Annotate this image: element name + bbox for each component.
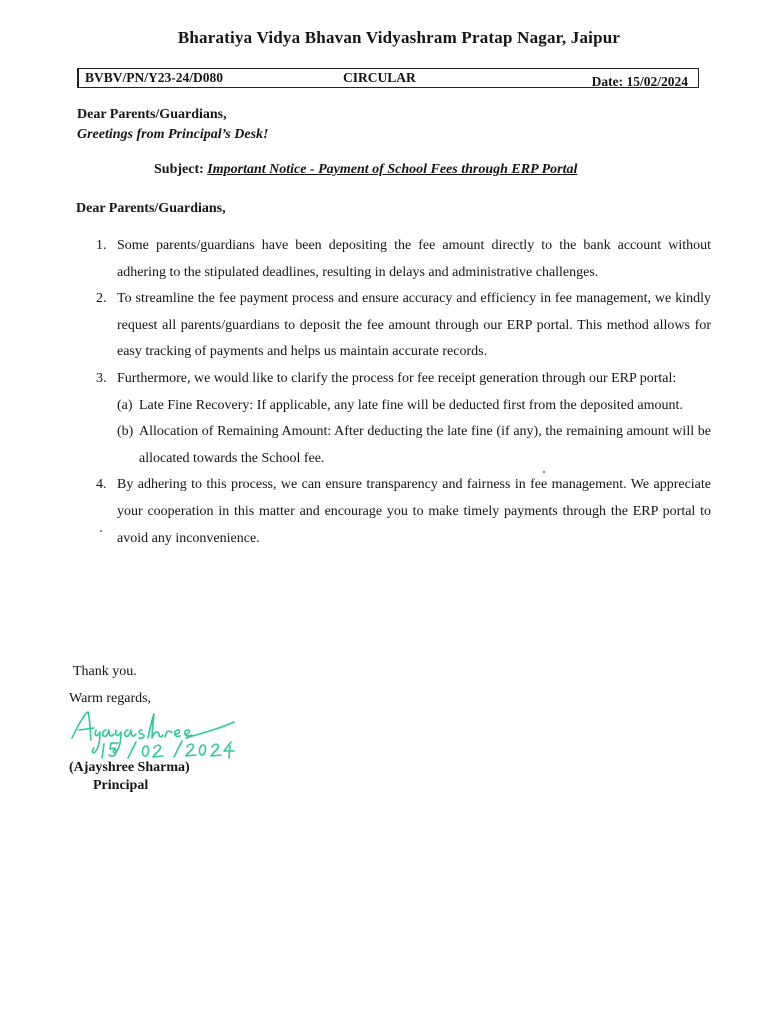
list-item — [91, 286, 711, 366]
handwritten-signature — [66, 708, 241, 760]
item-number: 2. — [96, 291, 107, 307]
greeting-line: Greetings from Principal’s Desk! — [77, 127, 269, 142]
signatory-name: (Ajayshree Sharma) — [69, 760, 190, 775]
document-type: CIRCULAR — [343, 70, 416, 85]
sub-list-item — [91, 393, 711, 420]
item-number: 3. — [96, 370, 107, 386]
list-item — [91, 233, 711, 286]
item-text: To streamline the fee payment process and ensure accuracy and efficiency in fee management, we kindly request all parents/guardians to deposit the fee amount through our ERP portal. This method allows for easy tracking of payments and helps us maintain accurate records. — [117, 291, 711, 360]
signatory-title: Principal — [93, 778, 149, 793]
reference-bar — [77, 68, 699, 88]
scan-speck — [543, 471, 545, 473]
scan-speck — [100, 530, 102, 532]
body-salutation: Dear Parents/Guardians, — [76, 201, 226, 216]
item-number: 4. — [96, 477, 107, 493]
thank-you-line: Thank you. — [73, 664, 137, 679]
item-text: Furthermore, we would like to clarify the process for fee receipt generation through our ERP portal: — [117, 370, 677, 386]
subitem-text: Allocation of Remaining Amount: After deducting the late fine (if any), the remaining amount will be allocated towards the School fee. — [139, 424, 711, 466]
subject-line — [154, 162, 577, 178]
item-text: By adhering to this process, we can ensure transparency and fairness in fee management. We appreciate your cooperation in this matter and encourage you to make timely payments through the ERP portal to avoid any inconvenience. — [117, 477, 711, 546]
item-text: Some parents/guardians have been depositing the fee amount directly to the bank account without adhering to the stipulated deadlines, resulting in delays and administrative challenges. — [117, 238, 711, 280]
school-name: Bharatiya Vidya Bhavan Vidyashram Pratap Nagar, Jaipur — [177, 28, 621, 47]
list-item — [91, 472, 711, 552]
list-item — [91, 366, 711, 393]
subitem-label: (b) — [117, 424, 134, 440]
item-number: 1. — [96, 238, 107, 253]
sub-list-item — [91, 419, 711, 472]
reference-number: BVBV/PN/Y23-24/D080 — [85, 70, 223, 85]
salutation-block — [77, 105, 268, 145]
subject-text: Important Notice - Payment of School Fees through ERP Portal — [207, 162, 578, 177]
circular-date: Date: 15/02/2024 — [591, 74, 688, 89]
salutation-line: Dear Parents/Guardians, — [77, 107, 227, 122]
regards-line: Warm regards, — [69, 691, 152, 706]
subject-label: Subject: — [154, 162, 204, 177]
subitem-text: Late Fine Recovery: If applicable, any late fine will be deducted first from the deposited amount. — [139, 397, 683, 413]
notice-list — [91, 233, 711, 552]
subitem-label: (a) — [117, 397, 133, 413]
